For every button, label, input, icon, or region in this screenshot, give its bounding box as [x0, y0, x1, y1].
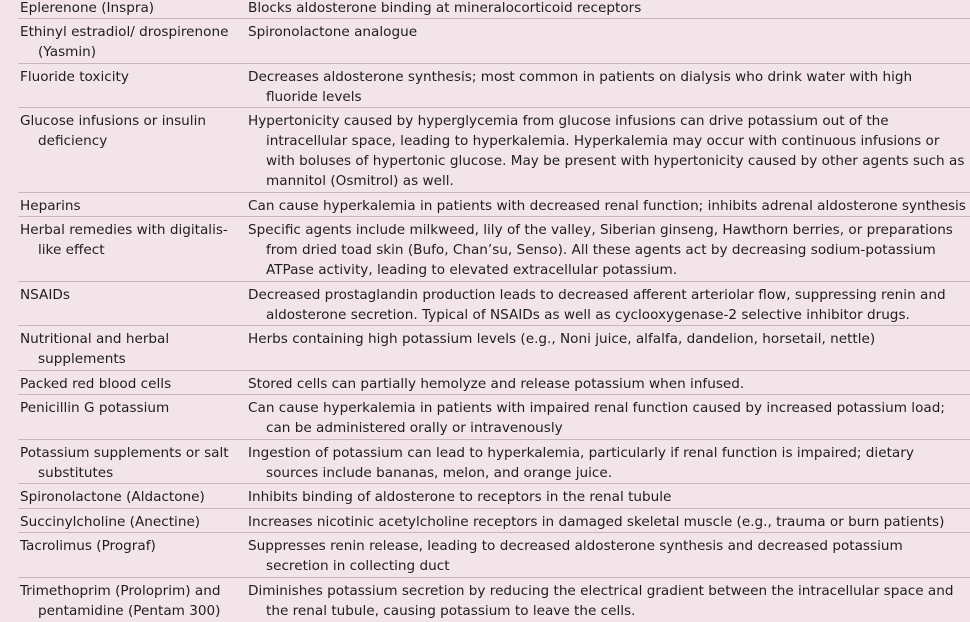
drug-name: Tacrolimus (Prograf) — [20, 538, 156, 554]
drug-description: Inhibits binding of aldosterone to receptors in the renal tubule — [248, 489, 672, 505]
drug-name: Ethinyl estradiol/ drospirenone (Yasmin) — [20, 24, 229, 60]
table-row — [0, 509, 970, 533]
table-row — [0, 440, 970, 484]
drug-description: Suppresses renin release, leading to decreased aldosterone synthesis and decreased potassium secretion in collecting duct — [248, 538, 903, 574]
drug-description: Herbs containing high potassium levels (e.g., Noni juice, alfalfa, dandelion, horsetail, nettle) — [248, 331, 876, 347]
drug-name: Penicillin G potassium — [20, 400, 170, 416]
table-row — [0, 533, 970, 578]
table-row — [0, 193, 970, 217]
drug-description: Can cause hyperkalemia in patients with decreased renal function; inhibits adrenal aldosterone synthesis — [248, 198, 966, 214]
drug-name: Potassium supplements or salt substitutes — [20, 445, 229, 481]
table-row — [0, 108, 970, 193]
table-row — [0, 217, 970, 282]
drug-name: Trimethoprim (Proloprim) and pentamidine (Pentam 300) — [20, 583, 221, 619]
drug-name: Spironolactone (Aldactone) — [20, 489, 205, 505]
drug-name: Packed red blood cells — [20, 376, 172, 392]
drug-name: NSAIDs — [20, 287, 70, 303]
drug-description: Specific agents include milkweed, lily of the valley, Siberian ginseng, Hawthorn berries, or preparations from dried toad skin (Bufo, Chan’su, Senso). All these agents act by decreasing sodium-potassium ATPase activity, leading to elevated extracellular potassium. — [248, 222, 953, 278]
table-row — [0, 0, 970, 19]
drug-name: Glucose infusions or insulin deficiency — [20, 113, 206, 149]
table-row — [0, 19, 970, 64]
drug-name: Fluoride toxicity — [20, 69, 129, 85]
drug-description: Blocks aldosterone binding at mineralocorticoid receptors — [248, 0, 642, 16]
table-row — [0, 282, 970, 326]
drug-description: Stored cells can partially hemolyze and release potassium when infused. — [248, 376, 745, 392]
drug-name: Eplerenone (Inspra) — [20, 0, 155, 16]
drug-description: Can cause hyperkalemia in patients with impaired renal function caused by increased potassium load; can be administered orally or intravenously — [248, 400, 945, 436]
drug-description: Increases nicotinic acetylcholine receptors in damaged skeletal muscle (e.g., trauma or burn patients) — [248, 514, 945, 530]
drug-description: Decreases aldosterone synthesis; most common in patients on dialysis who drink water with high fluoride levels — [248, 69, 913, 105]
drug-description: Diminishes potassium secretion by reducing the electrical gradient between the intracellular space and the renal tubule, causing potassium to leave the cells. — [248, 583, 954, 619]
drug-description: Ingestion of potassium can lead to hyperkalemia, particularly if renal function is impaired; dietary sources include bananas, melon, and orange juice. — [248, 445, 914, 481]
drug-description: Decreased prostaglandin production leads to decreased afferent arteriolar flow, suppressing renin and aldosterone secretion. Typical of NSAIDs as well as cyclooxygenase-2 selective inhibitor drugs. — [248, 287, 946, 323]
table-row — [0, 64, 970, 108]
drug-name: Herbal remedies with digitalis-like effect — [20, 222, 228, 258]
table-row — [0, 371, 970, 395]
drug-description: Hypertonicity caused by hyperglycemia from glucose infusions can drive potassium out of the intracellular space, leading to hyperkalemia. Hyperkalemia may occur with continuous infusions or with boluses of hypertonic glucose. May be present with hypertonicity caused by other agents such as mannitol (Osmitrol) as well. — [248, 113, 965, 189]
drug-name: Succinylcholine (Anectine) — [20, 514, 201, 530]
table-row — [0, 395, 970, 440]
table-row — [0, 484, 970, 509]
table-row — [0, 578, 970, 622]
drug-name: Nutritional and herbal supplements — [20, 331, 170, 367]
drug-name: Heparins — [20, 198, 81, 214]
table-row — [0, 326, 970, 371]
drug-description: Spironolactone analogue — [248, 24, 418, 40]
